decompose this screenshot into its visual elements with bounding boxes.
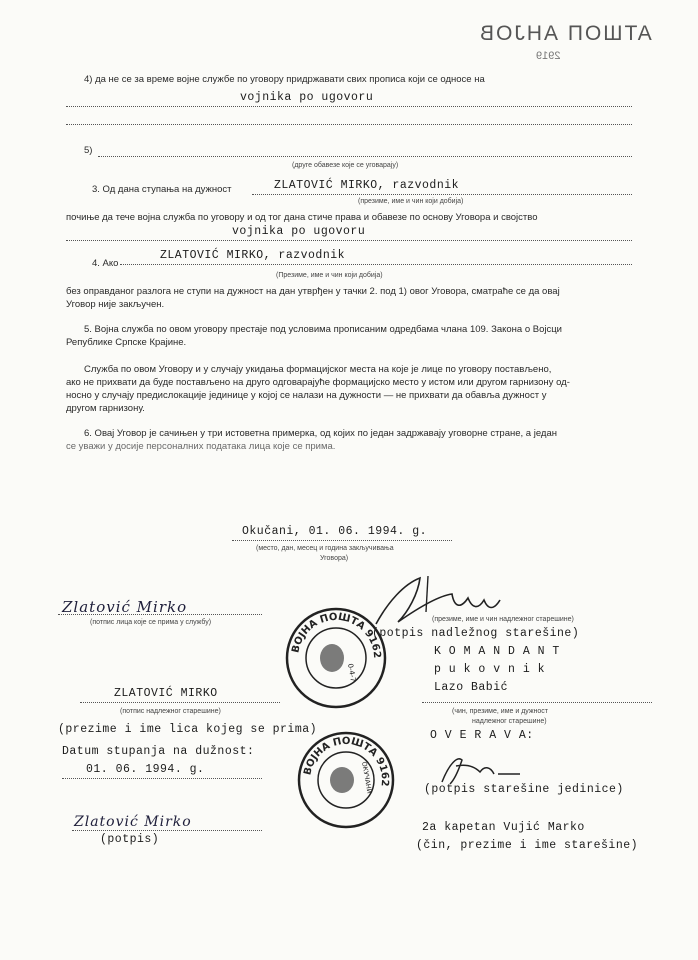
- rank-caption-2: надлежног старешине): [472, 718, 547, 725]
- datum-line: [62, 778, 262, 779]
- item-5-text-1: 5. Војна служба по овом уговору престаје под условима прописаним одредбама члана 109. Закона о Војсци: [84, 324, 562, 335]
- item-4-caption: (Презиме, име и чин који добија): [276, 272, 383, 279]
- officer-caption-top: (презиме, име и чин надлежног старешине): [432, 616, 574, 623]
- item-4a-line-2: [66, 124, 632, 125]
- place-date-line: [232, 540, 452, 541]
- item-4-label: 4. Ако: [92, 258, 119, 269]
- commander-signature-scribble: [368, 572, 528, 632]
- item-3-line: [252, 194, 632, 195]
- place-date-value: Okučani, 01. 06. 1994. g.: [242, 525, 428, 538]
- item-4-line: [120, 264, 632, 265]
- datum-label: Datum stupanja na dužnost:: [62, 745, 255, 758]
- komandant-title: K O M A N D A N T: [434, 645, 560, 658]
- item-3-fill: ZLATOVIĆ MIRKO, razvodnik: [274, 179, 460, 192]
- commander-rank: p u k o v n i k: [434, 663, 546, 676]
- item-4-text-2: Уговор није закључен.: [66, 299, 165, 310]
- item-6-text-2: се уважи у досије персоналних података лица које се прима.: [66, 441, 336, 452]
- item-4a-fill: vojnika po ugovoru: [240, 91, 374, 104]
- service-text-4: другом гарнизону.: [66, 403, 145, 414]
- potpis-label: (potpis): [100, 833, 160, 846]
- commander-name: Lazo Babić: [434, 681, 509, 694]
- item-6-text-1: 6. Овај Уговор је сачињен у три истоветна примерка, од којих по један задржавају уговорне стране, а један: [84, 428, 557, 439]
- captain-name: 2a kapetan Vujić Marko: [422, 821, 585, 834]
- mirrored-number: 2919: [536, 50, 561, 62]
- item-4-text-1: без оправданог разлога не ступи на дужност на дан утврђен у тачки 2. под 1) овог Уговора, сматраће се да овај: [66, 286, 560, 297]
- potpis-line: [72, 830, 262, 831]
- mirrored-stamp-text: АТШОП АНЈОВ: [478, 22, 652, 45]
- officer-signature-label: (potpis nadležnog starešine): [372, 627, 580, 640]
- datum-value: 01. 06. 1994. g.: [86, 763, 205, 776]
- unit-signature-label: (potpis starešine jedinice): [424, 783, 624, 796]
- service-text-2: ако не прихвати да буде постављено на друго одговарајуће формацијско место у истом или другом гарнизону од-: [66, 377, 570, 388]
- stamp-2-text: ВОЈНА ПОШТА 9162: [302, 735, 391, 787]
- captain-caption: (čin, prezime i ime starešine): [416, 839, 639, 852]
- item-3-caption: (презиме, име и чин који добија): [358, 198, 464, 205]
- place-date-caption-2: Уговора): [320, 555, 349, 562]
- item-5-caption: (друге обавезе које се уговарају): [292, 162, 399, 169]
- item-3-line-2: [66, 240, 632, 241]
- typed-name-line: [80, 702, 280, 703]
- place-date-caption-1: (место, дан, месец и година закључивања: [256, 545, 394, 552]
- item-3-fill-2: vojnika po ugovoru: [232, 225, 366, 238]
- stamp-2-code: ОКУЧАНИ: [360, 760, 374, 795]
- item-4a-text: 4) да не се за време војне службе по уговору придржавати свих прописа који се односе на: [84, 74, 485, 85]
- prezime-label: (prezime i ime lica kojeg se prima): [58, 723, 318, 736]
- person-signature: Zlatović Mirko: [62, 598, 188, 616]
- item-4a-line-1: [66, 106, 632, 107]
- item-5-line: [98, 156, 632, 157]
- stamp-1-code: 0-4-7: [346, 662, 358, 683]
- item-5-text-2: Републике Српске Крајине.: [66, 337, 187, 348]
- stamp-1-text: ВОЈНА ПОШТА 9162: [290, 611, 383, 659]
- person-signature-2: Zlatović Mirko: [74, 814, 192, 830]
- person-signature-caption: (потпис лица које се прима у службу): [90, 619, 212, 626]
- commander-rank-line: [422, 702, 652, 703]
- service-text-1: Служба по овом Уговору и у случају укидања формацијског места на које је лице по уговору постављено,: [84, 364, 552, 375]
- military-post-stamp-2: [296, 730, 396, 830]
- military-post-stamp-1: [284, 606, 388, 710]
- rank-caption-1: (чин, презиме, име и дужност: [452, 708, 549, 715]
- person-signature-line: [58, 614, 262, 615]
- overava-label: O V E R A V A:: [430, 729, 534, 742]
- typed-name-caption: (потпис надлежног старешине): [120, 708, 221, 715]
- typed-name: ZLATOVIĆ MIRKO: [114, 687, 218, 700]
- service-text-3: носно у случају предислокације јединице у којој се налази на дужности — не прихвати да обавља дужност у: [66, 390, 547, 401]
- item-4-fill: ZLATOVIĆ MIRKO, razvodnik: [160, 249, 346, 262]
- item-5-number: 5): [84, 145, 93, 156]
- item-3-label: 3. Од дана ступања на дужност: [92, 184, 232, 195]
- item-3-continuation: почиње да тече војна служба по уговору и од тог дана стиче права и обавезе по основу Уговора и својство: [66, 212, 538, 223]
